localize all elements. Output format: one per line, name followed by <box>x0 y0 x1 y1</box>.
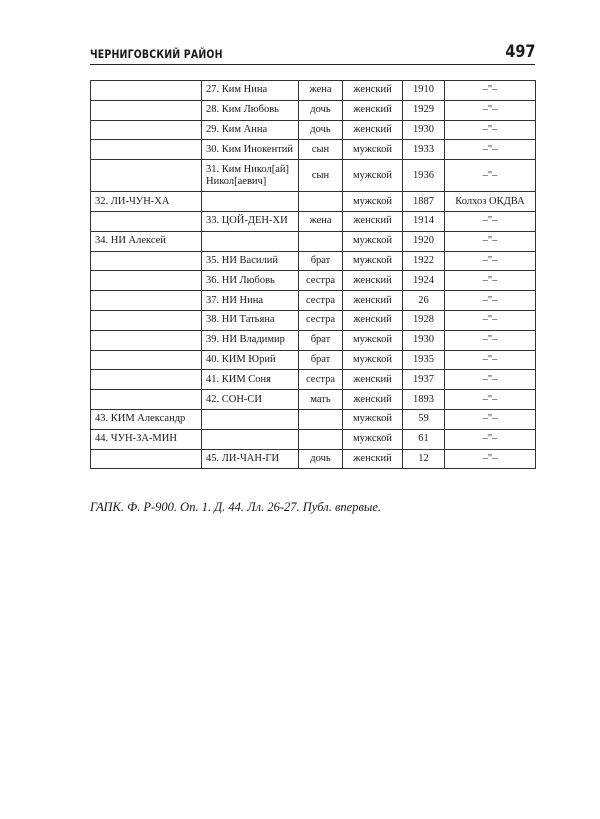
household-head-cell: 32. ЛИ-ЧУН-ХА <box>91 192 202 212</box>
birth-year-cell: 1936 <box>403 160 445 192</box>
birth-year-cell: 12 <box>403 449 445 469</box>
sex-cell: женский <box>343 291 403 311</box>
birth-year-cell: 1933 <box>403 140 445 160</box>
relation-cell: брат <box>299 330 343 350</box>
birth-year-cell: 1910 <box>403 81 445 101</box>
birth-year-cell: 1887 <box>403 192 445 212</box>
table-row <box>91 310 536 330</box>
workplace-cell: –"– <box>445 350 536 370</box>
relation-cell: сестра <box>299 291 343 311</box>
family-member-cell: 33. ЦОЙ-ДЕН-ХИ <box>202 211 299 231</box>
workplace-cell: –"– <box>445 160 536 192</box>
birth-year-cell: 1920 <box>403 231 445 251</box>
table-row <box>91 449 536 469</box>
family-member-cell <box>202 192 299 212</box>
household-head-cell <box>91 160 202 192</box>
workplace-cell: Колхоз ОКДВА <box>445 192 536 212</box>
page-number: 497 <box>504 42 535 62</box>
sex-cell: мужской <box>343 231 403 251</box>
sex-cell: мужской <box>343 192 403 212</box>
sex-cell: женский <box>343 449 403 469</box>
table-row <box>91 330 536 350</box>
family-member-cell <box>202 429 299 449</box>
family-member-cell: 35. НИ Василий <box>202 251 299 271</box>
relation-cell <box>299 429 343 449</box>
family-member-cell: 37. НИ Нина <box>202 291 299 311</box>
household-head-cell <box>91 271 202 291</box>
birth-year-cell: 26 <box>403 291 445 311</box>
workplace-cell: –"– <box>445 330 536 350</box>
birth-year-cell: 1930 <box>403 120 445 140</box>
relation-cell: брат <box>299 251 343 271</box>
workplace-cell: –"– <box>445 429 536 449</box>
relation-cell: сестра <box>299 310 343 330</box>
birth-year-cell: 1937 <box>403 370 445 390</box>
household-head-cell: 43. КИМ Александр <box>91 409 202 429</box>
archive-source-note: ГАПК. Ф. Р-900. Оп. 1. Д. 44. Лл. 26-27. Публ. впервые. <box>90 500 382 514</box>
relation-cell <box>299 192 343 212</box>
table-row <box>91 350 536 370</box>
table-row <box>91 390 536 410</box>
table-row <box>91 231 536 251</box>
household-head-cell <box>91 350 202 370</box>
workplace-cell: –"– <box>445 390 536 410</box>
birth-year-cell: 1928 <box>403 310 445 330</box>
relation-cell <box>299 231 343 251</box>
workplace-cell: –"– <box>445 231 536 251</box>
household-head-cell <box>91 140 202 160</box>
relation-cell: дочь <box>299 120 343 140</box>
relation-cell: сын <box>299 160 343 192</box>
relation-cell: мать <box>299 390 343 410</box>
family-member-cell: 36. НИ Любовь <box>202 271 299 291</box>
household-head-cell <box>91 310 202 330</box>
family-member-cell: 30. Ким Инокентий <box>202 140 299 160</box>
sex-cell: женский <box>343 81 403 101</box>
relation-cell: дочь <box>299 100 343 120</box>
birth-year-cell: 1929 <box>403 100 445 120</box>
sex-cell: женский <box>343 370 403 390</box>
family-member-cell: 39. НИ Владимир <box>202 330 299 350</box>
household-head-cell: 44. ЧУН-ЗА-МИН <box>91 429 202 449</box>
running-header <box>90 42 535 65</box>
table-row <box>91 409 536 429</box>
sex-cell: женский <box>343 211 403 231</box>
household-head-cell <box>91 120 202 140</box>
workplace-cell: –"– <box>445 251 536 271</box>
family-member-cell <box>202 231 299 251</box>
household-head-cell <box>91 390 202 410</box>
household-head-cell <box>91 100 202 120</box>
sex-cell: мужской <box>343 160 403 192</box>
birth-year-cell: 1924 <box>403 271 445 291</box>
relation-cell: жена <box>299 81 343 101</box>
birth-year-cell: 1893 <box>403 390 445 410</box>
sex-cell: женский <box>343 390 403 410</box>
birth-year-cell: 1914 <box>403 211 445 231</box>
workplace-cell: –"– <box>445 120 536 140</box>
birth-year-cell: 61 <box>403 429 445 449</box>
section-title: ЧЕРНИГОВСКИЙ РАЙОН <box>90 47 223 61</box>
sex-cell: мужской <box>343 350 403 370</box>
household-head-cell <box>91 291 202 311</box>
table-row <box>91 100 536 120</box>
family-member-cell: 38. НИ Татьяна <box>202 310 299 330</box>
family-member-cell: 45. ЛИ-ЧАН-ГИ <box>202 449 299 469</box>
workplace-cell: –"– <box>445 140 536 160</box>
birth-year-cell: 59 <box>403 409 445 429</box>
table-row <box>91 140 536 160</box>
table-row <box>91 120 536 140</box>
family-member-cell: 29. Ким Анна <box>202 120 299 140</box>
table-row <box>91 160 536 192</box>
sex-cell: мужской <box>343 140 403 160</box>
family-member-cell: 28. Ким Любовь <box>202 100 299 120</box>
workplace-cell: –"– <box>445 310 536 330</box>
table-row <box>91 211 536 231</box>
sex-cell: женский <box>343 310 403 330</box>
sex-cell: мужской <box>343 251 403 271</box>
household-head-cell <box>91 251 202 271</box>
table-row <box>91 251 536 271</box>
workplace-cell: –"– <box>445 291 536 311</box>
birth-year-cell: 1930 <box>403 330 445 350</box>
household-head-cell <box>91 449 202 469</box>
family-member-cell: 41. КИМ Соня <box>202 370 299 390</box>
workplace-cell: –"– <box>445 449 536 469</box>
table-row <box>91 370 536 390</box>
relation-cell: сестра <box>299 370 343 390</box>
workplace-cell: –"– <box>445 271 536 291</box>
household-head-cell <box>91 211 202 231</box>
family-member-cell: 40. КИМ Юрий <box>202 350 299 370</box>
workplace-cell: –"– <box>445 100 536 120</box>
sex-cell: мужской <box>343 330 403 350</box>
birth-year-cell: 1922 <box>403 251 445 271</box>
workplace-cell: –"– <box>445 81 536 101</box>
family-member-cell: 42. СОН-СИ <box>202 390 299 410</box>
workplace-cell: –"– <box>445 409 536 429</box>
table-row <box>91 271 536 291</box>
population-list-table <box>90 80 536 469</box>
table-row <box>91 81 536 101</box>
household-head-cell <box>91 81 202 101</box>
workplace-cell: –"– <box>445 370 536 390</box>
household-head-cell: 34. НИ Алексей <box>91 231 202 251</box>
family-member-cell <box>202 409 299 429</box>
sex-cell: женский <box>343 271 403 291</box>
relation-cell: жена <box>299 211 343 231</box>
workplace-cell: –"– <box>445 211 536 231</box>
table-row <box>91 429 536 449</box>
birth-year-cell: 1935 <box>403 350 445 370</box>
table-row <box>91 291 536 311</box>
relation-cell: сын <box>299 140 343 160</box>
table-row <box>91 192 536 212</box>
sex-cell: женский <box>343 100 403 120</box>
family-member-cell: 31. Ким Никол[ай] Никол[аевич] <box>202 160 299 192</box>
sex-cell: мужской <box>343 409 403 429</box>
sex-cell: мужской <box>343 429 403 449</box>
sex-cell: женский <box>343 120 403 140</box>
household-head-cell <box>91 330 202 350</box>
relation-cell: сестра <box>299 271 343 291</box>
relation-cell <box>299 409 343 429</box>
relation-cell: дочь <box>299 449 343 469</box>
household-head-cell <box>91 370 202 390</box>
relation-cell: брат <box>299 350 343 370</box>
family-member-cell: 27. Ким Нина <box>202 81 299 101</box>
table-body <box>91 81 536 469</box>
